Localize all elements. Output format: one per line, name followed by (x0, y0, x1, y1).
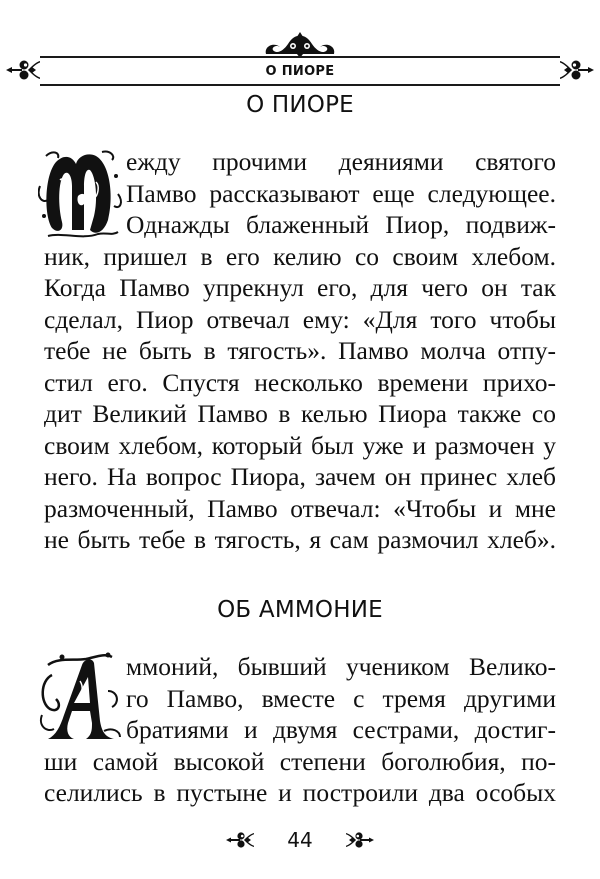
text-line: не быть тебе в тягость, я сам размочил хлеб». (44, 525, 556, 554)
page-footer (0, 822, 600, 858)
text-line: него. На вопрос Пиора, зачем он принес хлеб (44, 462, 556, 491)
section-body-ammonius (44, 651, 556, 809)
text-line: ши самой высокой степени боголюбия, по- (44, 746, 556, 776)
text-line: сделал, Пиор отвечал ему: «Для того чтобы (44, 304, 556, 334)
fleuron-right-icon (560, 56, 596, 84)
text-line: ежду прочими деяниями святого (126, 147, 556, 176)
text-line: стил его. Спустя несколько времени прихо- (44, 367, 556, 397)
running-header-title: О ПИОРЕ (265, 63, 335, 79)
fleuron-right-icon (345, 829, 375, 851)
running-header (0, 30, 600, 90)
text-line: Когда Памво упрекнул его, для чего он так (44, 273, 556, 302)
text-line: селились в пустыне и построили два особых (44, 778, 556, 807)
fleuron-left-icon (225, 829, 255, 851)
section-body-pior (44, 146, 556, 556)
text-line: дит Великий Памво в келью Пиора также со (44, 399, 556, 428)
crown-ornament-icon (262, 32, 338, 58)
text-line: Однажды блаженный Пиор, подвиж- (126, 210, 556, 239)
text-line: Памво рассказывают еще следующее. (126, 178, 556, 208)
text-line: размоченный, Памво отвечал: «Чтобы и мне (44, 493, 556, 523)
text-line: го Памво, вместе с тремя другими (126, 683, 556, 713)
fleuron-left-icon (4, 56, 40, 84)
chapter-heading-pior: О ПИОРЕ (246, 92, 354, 118)
text-line: тебе не быть в тягость». Памво молча отпу- (44, 336, 556, 365)
chapter-heading-ammonius: ОБ АММОНИЕ (217, 597, 383, 623)
header-band (40, 56, 560, 86)
page-number: 44 (287, 828, 313, 852)
drop-cap-a-icon (38, 651, 124, 747)
text-line: ммоний, бывший учеником Велико- (126, 652, 556, 681)
text-line: своим хлебом, который был уже и размочен у (44, 430, 556, 460)
drop-cap-m-icon (38, 146, 124, 242)
text-line: ник, пришел в его келию со своим хлебом. (44, 241, 556, 271)
text-line: братиями и двумя сестрами, достиг- (126, 715, 556, 744)
